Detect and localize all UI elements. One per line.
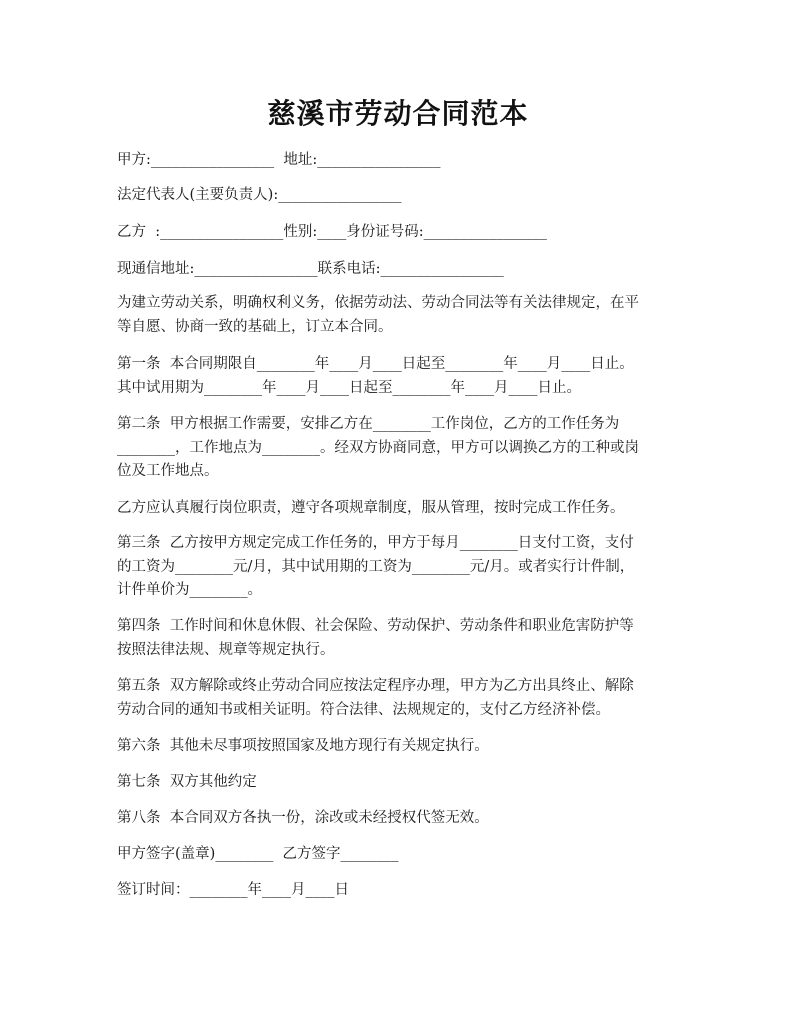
signing-date-line: 签订时间：________年____月____日 bbox=[117, 882, 349, 898]
article-7-line: 第七条 双方其他约定 bbox=[117, 774, 257, 790]
article-4-line-1: 第四条 工作时间和休息休假、社会保险、劳动保护、劳动条件和职业危害防护等 bbox=[117, 618, 634, 634]
article-2-line-3: 位及工作地点。 bbox=[117, 463, 219, 479]
preamble-line-1: 为建立劳动关系，明确权利义务，依据劳动法、劳动合同法等有关法律规定，在平 bbox=[117, 295, 639, 311]
signature-line: 甲方签字(盖章)________ 乙方签字________ bbox=[117, 846, 399, 862]
article-3-line-1: 第三条 乙方按甲方规定完成工作任务的，甲方于每月________日支付工资，支付 bbox=[117, 535, 634, 551]
article-2-line-1: 第二条 甲方根据工作需要，安排乙方在________工作岗位，乙方的工作任务为 bbox=[117, 416, 620, 432]
article-4-line-2: 按照法律法规、规章等规定执行。 bbox=[117, 642, 335, 658]
party-b-line: 乙方 :_________________性别:____身份证号码:_________________ bbox=[117, 224, 547, 240]
article-1-line-1: 第一条 本合同期限自________年____月____日起至________年____月____日止。 bbox=[117, 356, 634, 372]
article-5-line-2: 劳动合同的通知书或相关证明。符合法律、法规规定的，支付乙方经济补偿。 bbox=[117, 702, 610, 718]
article-2-line-2: ________，工作地点为________。经双方协商同意，甲方可以调换乙方的工种或岗 bbox=[117, 440, 639, 456]
article-5-line-1: 第五条 双方解除或终止劳动合同应按法定程序办理，甲方为乙方出具终止、解除 bbox=[117, 678, 634, 694]
contact-line: 现通信地址:_________________联系电话:_________________ bbox=[117, 261, 504, 277]
article-8-line: 第八条 本合同双方各执一份，涂改或未经授权代签无效。 bbox=[117, 810, 489, 826]
document-title: 慈溪市劳动合同范本 bbox=[267, 97, 529, 130]
article-1-line-2: 其中试用期为________年____月____日起至________年____月____日止。 bbox=[117, 380, 581, 396]
article-6-line: 第六条 其他未尽事项按照国家及地方现行有关规定执行。 bbox=[117, 738, 489, 754]
article-3-line-3: 计件单价为________。 bbox=[117, 582, 262, 598]
article-3-line-2: 的工资为________元/月，其中试用期的工资为________元/月。或者实行计件制， bbox=[117, 559, 635, 575]
preamble-line-2: 等自愿、协商一致的基础上，订立本合同。 bbox=[117, 319, 393, 335]
duty-line: 乙方应认真履行岗位职责，遵守各项规章制度，服从管理，按时完成工作任务。 bbox=[117, 500, 625, 516]
party-a-line: 甲方:_________________ 地址:_________________ bbox=[117, 152, 441, 168]
legal-representative-line: 法定代表人(主要负责人):_________________ bbox=[117, 187, 402, 203]
